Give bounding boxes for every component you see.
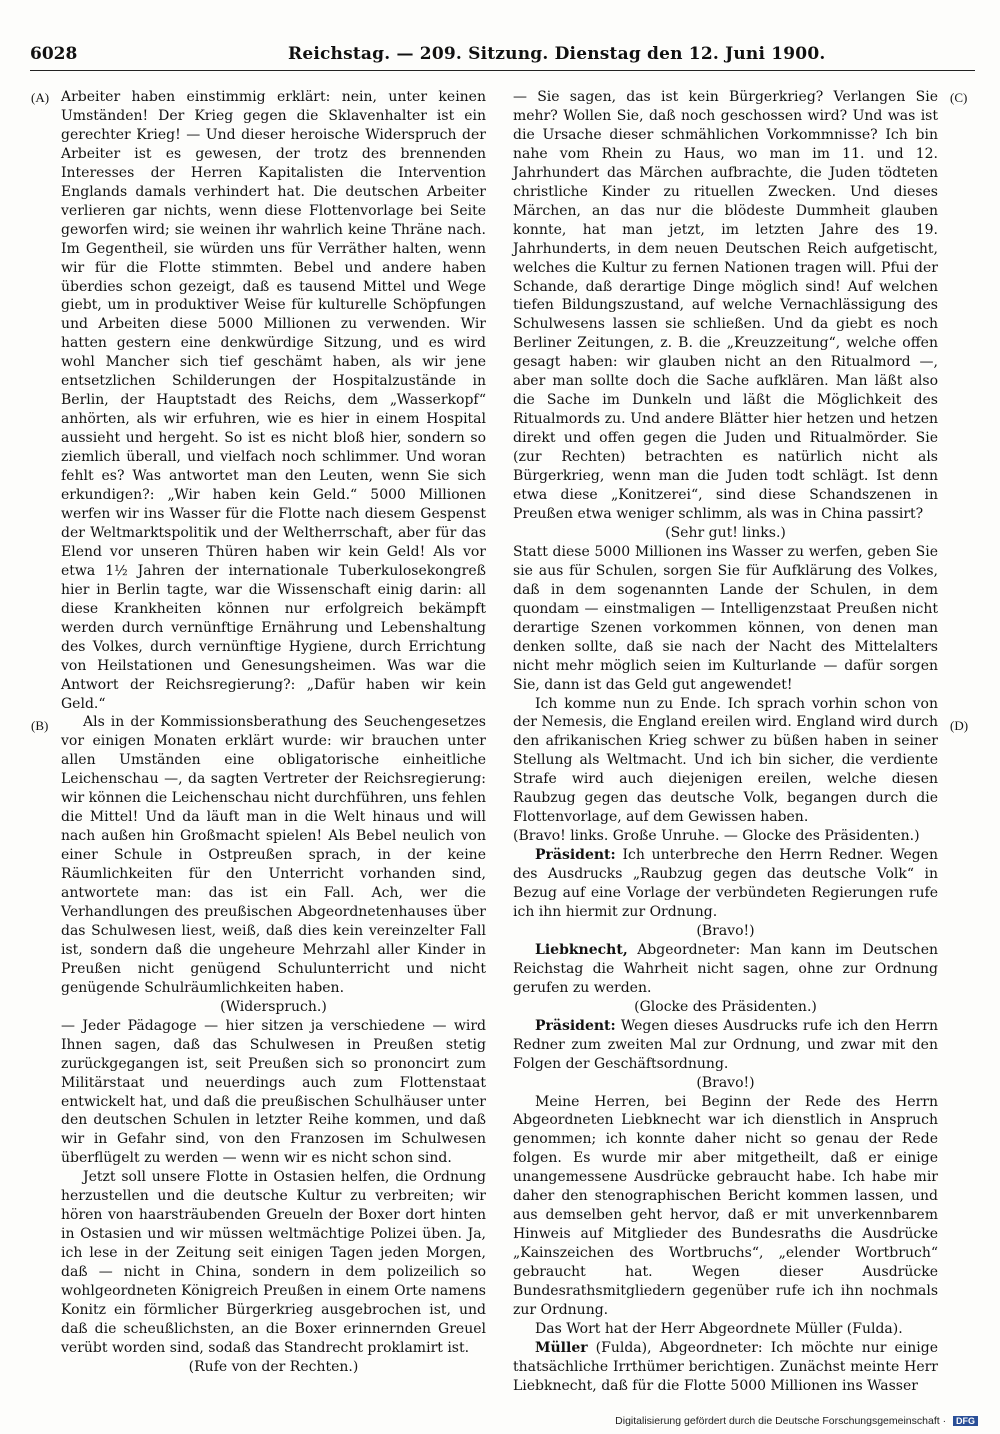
speaker-name: Müller — [535, 1339, 588, 1356]
paragraph-text: (Widerspruch.) — [220, 998, 327, 1015]
paragraph — [513, 88, 938, 524]
stage-direction — [513, 1074, 938, 1093]
paragraph — [513, 543, 938, 695]
paragraph-text: (Bravo! links. Große Unruhe. — Glocke des Präsidenten.) — [513, 828, 920, 845]
stage-direction — [61, 1358, 486, 1377]
right-text-column — [513, 88, 938, 1394]
paragraph — [513, 846, 938, 922]
paragraph-text: Ich unterbreche den Herrn Redner. Wegen des Ausdrucks „Raubzug gegen das deutsche Volk“ in Bezug auf eine Vorlage der verbündeten Regierungen rufe ich ihn hiermit zur Ordnung. — [513, 847, 938, 920]
paragraph — [513, 1093, 938, 1320]
paragraph — [61, 1017, 486, 1169]
paragraph-text: (Sehr gut! links.) — [665, 524, 786, 541]
stage-direction — [61, 998, 486, 1017]
paragraph-text: Arbeiter haben einstimmig erklärt: nein, unter keinen Umständen! Der Krieg gegen die Sklavenhalter ist ein gerechter Krieg! — Und dieser heroische Widerspruch der Arbeiter ist es gewesen, der trotz des brennenden Interesses der Herren Kapitalisten die Intervention Englands damals verhindert hat. Die deutschen Arbeiter verlieren gar nichts, wenn diese Flottenvorlage bei Seite geworfen wird; sie weinen ihr wahrlich keine Thräne nach. Im Gegentheil, sie würden uns für Verräther halten, wenn wir für die Flotte stimmten. Bebel und andere haben überdies schon gezeigt, daß es tausend Mittel und Wege giebt, um in produktiver Weise für kulturelle Schöpfungen und Arbeiten diese 5000 Millionen zu verwenden. Wir hatten gestern eine denkwürdige Sitzung, und es wird wohl Mancher sich tief geschämt haben, als wir jene entsetzlichen Schilderungen der Hospitalzustände in Berlin, der Hauptstadt des Reichs, dem „Wasserkopf“ anhörten, als wir erfuhren, wie es hier in einem Hospital aussieht und hergeht. So ist es nicht bloß hier, sondern so ziemlich überall, und vielfach noch schlimmer. Und woran fehlt es? Was antwortet man den Leuten, wenn Sie sich erkundigen?: „Wir haben kein Geld.“ 5000 Millionen werfen wir ins Wasser für die Flotte nach diesem Gespenst der Weltmarktspolitik und der Weltherrschaft, aber für das Elend vor unseren Thüren haben wir kein Geld! Als vor etwa 1½ Jahren der internationale Tuberkulosekongreß hier in Berlin tagte, war die Wissenschaft einig darin: all diese Krankheiten können nur erfolgreich bekämpft werden durch vernünftige Ernährung und Lebenshaltung des Volkes, durch vernünftige Hygiene, durch Errichtung von Heilstationen und Genesungsheimen. Was war die Antwort der Reichsregierung?: „Dafür haben wir kein Geld.“ — [61, 89, 486, 712]
paragraph-text: — Jeder Pädagoge — hier sitzen ja verschiedene — wird Ihnen sagen, daß das Schulwesen in Preußen stetig zurückgegangen ist, seit Preußen sich so prononcirt zum Militärstaat und neuerdings auch zum Flottenstaat entwickelt hat, und daß die preußischen Schulhäuser unter den deutschen Schulen in letzter Reihe kommen, und daß wir in Gefahr sind, von den Franzosen im Schulwesen überflügelt zu werden — wenn wir es nicht schon sind. — [61, 1017, 486, 1167]
paragraph-text: Das Wort hat der Herr Abgeordnete Müller (Fulda). — [535, 1320, 903, 1337]
margin-mark-a: (A) — [31, 90, 50, 105]
paragraph-text: (Fulda), Abgeordneter: Ich möchte nur einige thatsächliche Irrthümer berichtigen. Zunächst meinte Herr Liebknecht, daß für die Flotte 5000 Millionen ins Wasser — [513, 1339, 938, 1394]
speaker-name: Liebknecht, — [535, 941, 628, 958]
left-text-column — [61, 88, 486, 1375]
paragraph-text: Meine Herren, bei Beginn der Rede des Herrn Abgeordneten Liebknecht war ich dienstlich in Anspruch genommen; ich konnte daher nicht so genau der Rede folgen. Es wurde mir aber mitgetheilt, daß er einige unangemessene Ausdrücke gebraucht habe. Ich habe mir daher den stenographischen Bericht kommen lassen, und aus demselben geht hervor, daß er mit unverkennbarem Hinweis auf Mitglieder des Bundesraths die Ausdrücke „Kainszeichen des Wortbruchs“, „elender Wortbruch“ gebraucht hat. Wegen dieser Ausdrücke Bundesrathsmitgliedern gegenüber rufe ich ihn nochmals zur Ordnung. — [513, 1093, 938, 1318]
footer-credit — [615, 1415, 978, 1427]
paragraph-text: Statt diese 5000 Millionen ins Wasser zu werfen, geben Sie sie aus für Schulen, sorgen Sie für Aufklärung des Volkes, daß in dem sogenannten Lande der Schulen, in dem quondam — einstmaligen — Intelligenzstaat Preußen nicht derartige Szenen vorkommen können, von denen man denken sollte, daß sie nach der Nacht des Mittelalters nicht mehr möglich seien im Kulturlande — dafür sorgen Sie, dann ist das Geld gut angewendet! — [513, 543, 938, 693]
page-number: 6028 — [30, 44, 78, 64]
paragraph — [61, 713, 486, 997]
dfg-logo: DFG — [953, 1416, 978, 1426]
paragraph-text: (Rufe von der Rechten.) — [188, 1358, 359, 1375]
footer-text: Digitalisierung gefördert durch die Deutsche Forschungsgemeinschaft · — [615, 1415, 947, 1427]
page-header — [30, 40, 975, 71]
margin-mark-d: (D) — [950, 718, 969, 733]
paragraph-text: Abgeordneter: Man kann im Deutschen Reichstag die Wahrheit nicht sagen, ohne zur Ordnung gerufen zu werden. — [513, 941, 938, 996]
paragraph — [513, 1320, 938, 1339]
speaker-name: Präsident: — [535, 847, 616, 864]
paragraph-text: (Bravo!) — [696, 922, 755, 939]
paragraph-text: Ich komme nun zu Ende. Ich sprach vorhin schon von der Nemesis, die England ereilen wird. England wird durch den afrikanischen Krieg schwer zu büßen haben in seiner Stellung als Weltmacht. Und ich bin sicher, die verdiente Strafe wird auch diejenigen ereilen, welche diesen Raubzug gegen das deutsche Volk, begangen durch die Flottenvorlage, auf dem Gewissen haben. — [513, 695, 938, 826]
paragraph-text: Wegen dieses Ausdrucks rufe ich den Herrn Redner zum zweiten Mal zur Ordnung, und zwar mit den Folgen der Geschäftsordnung. — [513, 1017, 938, 1072]
paragraph-text: Als in der Kommissionsberathung des Seuchengesetzes vor einigen Monaten erklärt wurde: wir brauchen unter allen Umständen eine obligatorische einheitliche Leichenschau —, da sagten Vertreter der Reichsregierung: wir können die Leichenschau nicht durchführen, uns fehlen die Mittel! Und da läuft man in die Welt hinaus und will nach außen hin Großmacht spielen! Als Bebel neulich von einer Schule in Ostpreußen sprach, in der keine Räumlichkeiten für den Unterricht vorhanden sind, antwortete man: das ist ein Fall. Ach, wer die Verhandlungen des preußischen Abgeordnetenhauses über das Schulwesen liest, weiß, daß dies kein vereinzelter Fall ist, sondern daß die ungeheure Mehrzahl aller Kinder in Preußen nicht genügend Schulunterricht und nicht genügende Schulräumlichkeiten haben. — [61, 714, 486, 996]
paragraph — [513, 827, 938, 846]
paragraph-text: (Bravo!) — [696, 1074, 755, 1091]
stage-direction — [513, 998, 938, 1017]
paragraph-text: Jetzt soll unsere Flotte in Ostasien helfen, die Ordnung herzustellen und die deutsche Kultur zu verbreiten; wir hören von haarsträubenden Greueln der Boxer dort hinten in Ostasien und wir müssen weltmächtige Polizei üben. Ja, ich lese in der Zeitung seit einigen Tagen jeden Morgen, daß — nicht in China, sondern in dem polizeilich so wohlgeordneten Königreich Preußen in einem Orte namens Konitz ein förmlicher Bürgerkrieg ausgebrochen ist, und daß die scheußlichsten, an die Boxer erinnernden Greuel verübt worden sind, sodaß das Standrecht proklamirt ist. — [61, 1169, 486, 1356]
margin-mark-c: (C) — [950, 90, 968, 105]
paragraph — [61, 88, 486, 713]
paragraph-text: — Sie sagen, das ist kein Bürgerkrieg? Verlangen Sie mehr? Wollen Sie, daß noch geschossen wird? Und was ist die Ursache dieser schmählichen Vorkommnisse? Ich bin nahe vom Rhein zu Haus, wo man im 11. und 12. Jahrhundert das Märchen aufbrachte, die Juden tödteten christliche Kinder zu rituellen Zwecken. Und dieses Märchen, an das nur die blödeste Dummheit glauben konnte, hat man jetzt, im letzten Jahre des 19. Jahrhunderts, in dem neuen Deutschen Reich aufgetischt, welches die Kultur zu fernen Nationen tragen will. Pfui der Schande, daß derartige Dinge möglich sind! Auf welchen tiefen Bildungszustand, auf welche Vernachlässigung des Schulwesens lassen sie schließen. Und da giebt es noch Berliner Zeitungen, z. B. die „Kreuzzeitung“, welche offen gesagt haben: wir glauben nicht an den Ritualmord —, aber man sollte doch die Sache aufklären. Man läßt also die Sache im Dunkeln und läßt die Möglichkeit des Ritualmords zu. Und andere Blätter hier hetzen und hetzen direkt und offen gegen die Juden und Ritualmörder. Sie (zur Rechten) betrachten es natürlich nicht als Bürgerkrieg, wenn man die Juden todt schlägt. Ist denn etwa diese „Konitzerei“, sind diese Schandszenen in Preußen etwa weniger schlimm, als was in China passirt? — [513, 89, 938, 522]
paragraph — [513, 695, 938, 828]
paragraph — [513, 1339, 938, 1396]
paragraph — [61, 1168, 486, 1358]
speaker-name: Präsident: — [535, 1017, 616, 1034]
paragraph-text: (Glocke des Präsidenten.) — [634, 998, 817, 1015]
stage-direction — [513, 922, 938, 941]
margin-mark-b: (B) — [31, 718, 49, 733]
stage-direction — [513, 524, 938, 543]
running-title: Reichstag. — 209. Sitzung. Dienstag den 12. Juni 1900. — [288, 44, 826, 64]
paragraph — [513, 941, 938, 998]
paragraph — [513, 1017, 938, 1074]
